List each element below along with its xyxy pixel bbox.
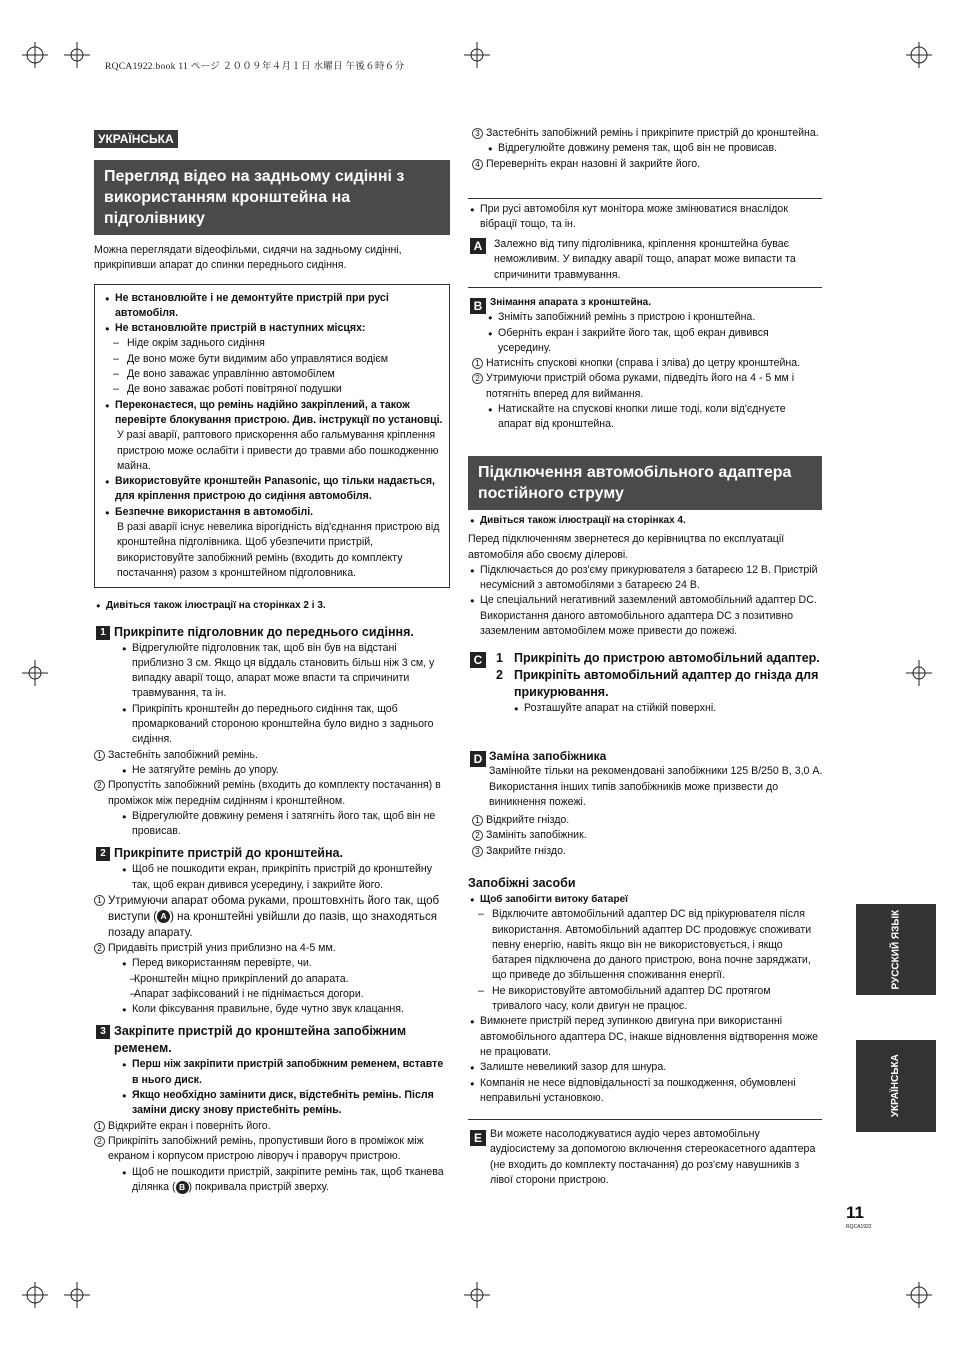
numbered-item: 3 Закрийте гніздо.: [472, 844, 822, 859]
bullet-text: ● Вимкнете пристрій перед зупинкою двигуна при використанні автомобільного адаптера DC, інакше відновлення відтворення може не працювати.: [468, 1014, 822, 1060]
bullet-text: ● Щоб запобігти витоку батареї: [468, 892, 822, 907]
registration-mark-icon: [464, 1282, 490, 1308]
bullet-text: ● Натискайте на спускові кнопки лише тоді, коли від'єднуєте апарат від кронштейна.: [486, 402, 822, 433]
numbered-item: 1 Відкрийте гніздо.: [472, 813, 822, 828]
intro-text: Можна переглядати відеофільми, сидячи на задньому сидінні, прикріпивши апарат до спинки переднього сидіння.: [94, 244, 402, 272]
label-c: C: [470, 652, 486, 668]
step-1-title: 1 Прикріпите підголовник до переднього сидіння.: [94, 624, 450, 641]
numbered-item: 1 Відкрийте екран і поверніть його.: [94, 1119, 450, 1134]
section-title: Перегляд відео на задньому сидінні з використанням кронштейна на підголівнику: [94, 160, 450, 235]
see-also: ● Дивіться також ілюстрації на сторінках 2 і 3.: [94, 598, 450, 613]
warning-box: [94, 284, 450, 589]
bullet-text: ● Оберніть екран і закрийте його так, щоб екран дивився усередину.: [486, 326, 822, 357]
bullet-text: ● Перш ніж закріпити пристрій запобіжним ременем, вставте в нього диск.: [120, 1057, 450, 1088]
warning-item: ● Використовуйте кронштейн Panasonic, що тільки надається, для кріплення пристрою до сидіння автомобіля.: [103, 474, 443, 505]
note-a-text: Залежно від типу підголівника, кріплення кронштейна буває неможливим. У випадку аварії тощо, апарат може випасти та спричинити травмування.: [494, 238, 796, 281]
step-number: 2: [96, 847, 110, 861]
bullet-text: ● Відрегулюйте довжину ременя і затягніть його так, щоб він не провисав.: [120, 809, 450, 840]
c-step-1: 1 Прикріпіть до пристрою автомобільний адаптер.: [496, 651, 820, 665]
label-b: B: [470, 298, 486, 314]
numbered-item: 3 Застебніть запобіжний ремінь і прикріпите пристрій до кронштейна.: [472, 126, 822, 141]
bullet-text: ● Це спеціальний негативний заземлений автомобільний адаптер DC. Використання даного автомобільного адаптера DC з позитивно заземленим автомобілем може привести до пожежі.: [468, 593, 822, 639]
bullet-text: ● Компанія не несе відповідальності за пошкодження, обумовлені неправильні установкою.: [468, 1076, 822, 1107]
warning-item: ● Не встановлюйте і не демонтуйте пристрій при русі автомобіля.: [103, 291, 443, 322]
divider: [468, 1119, 822, 1120]
bullet-text: ● Коли фіксування правильне, буде чутно звук клацання.: [120, 1002, 450, 1017]
dash-text: – Не використовуйте автомобільний адаптер DC протягом тривалого часу, коли двигун не працює.: [468, 984, 822, 1015]
registration-mark-icon: [22, 660, 48, 686]
print-header: RQCA1922.book 11 ページ ２００９年４月１日 水曜日 午後６時６分: [105, 62, 405, 72]
callout-b-icon: B: [176, 1181, 189, 1194]
registration-mark-icon: [64, 42, 90, 68]
bullet-text: ● Перед використанням перевірте, чи.: [120, 956, 450, 971]
bullet-text: ● Розташуйте апарат на стійкій поверхні.: [512, 701, 824, 716]
warning-subitem: – Де воно може бути видимим або управлятися водієм: [103, 352, 443, 367]
registration-mark-icon: [906, 1282, 932, 1308]
warning-subitem: – Де воно заважає управлінню автомобілем: [103, 367, 443, 382]
model-code: RQCA1922: [846, 1224, 872, 1230]
numbered-item: 2 Прикріпіть запобіжний ремінь, пропустивши його в проміжок між екраном і корпусом пристрою ліворуч і праворуч пристрою.: [94, 1134, 450, 1165]
c-step-2: 2 Прикріпіть автомобільний адаптер до гнізда для прикурювання.: [496, 668, 819, 699]
bullet-text: ● Підключається до роз'єму прикурювателя з батареєю 12 В. Пристрій несумісний з автомобілями з батареєю 24 В.: [468, 563, 822, 594]
step-3-title: 3 Закріпите пристрій до кронштейна запобіжним ременем.: [94, 1023, 450, 1057]
numbered-item: 1 Натисніть спускові кнопки (справа і зліва) до цетру кронштейна.: [472, 356, 822, 371]
bullet-text: ● Зніміть запобіжний ремінь з пристрою і кронштейна.: [486, 310, 822, 325]
label-d: D: [470, 751, 486, 767]
registration-mark-icon: [906, 42, 932, 68]
section-b-title: Знімання апарата з кронштейна.: [490, 297, 652, 308]
section-b: [472, 295, 822, 433]
dash-text: – Відключите автомобільний адаптер DC від прікурювателя після використання. Автомобільний адаптер DC продовжує споживати певну енергію, навіть якщо він не використовується, і якщо батарея підключена до даного пристрою, вона почне заряджати, що приведе до збільшення споживання енергії.: [468, 907, 822, 983]
section-d-title: Заміна запобіжника: [489, 749, 607, 763]
warning-item: ● Безпечне використання в автомобілі.: [103, 505, 443, 520]
warning-text: У разі аварії, раптового прискорення або гальмування кріплення пристрою може ослабіти і привести до травми або пошкодженню майна.: [117, 429, 439, 472]
numbered-item: 4 Переверніть екран назовні й закрийте його.: [472, 157, 822, 172]
page-number: 11: [846, 1203, 864, 1222]
bullet-text: ● Відрегулюйте довжину ременя так, щоб він не провисав.: [486, 141, 822, 156]
numbered-item: 2 Утримуючи пристрій обома руками, підведіть його на 4 - 5 мм і потягніть вперед для виймання.: [472, 371, 822, 402]
safety-section: [468, 874, 822, 1106]
label-e: E: [470, 1130, 486, 1146]
divider: [468, 287, 822, 288]
numbered-item: 1 Застебніть запобіжний ремінь.: [94, 748, 450, 763]
registration-mark-icon: [464, 42, 490, 68]
divider: [468, 198, 822, 199]
numbered-item: 2 Пропустіть запобіжний ремінь (входить до комплекту постачання) в проміжок між переднім сидінням і кронштейном.: [94, 778, 450, 809]
right-column: [472, 126, 822, 172]
warning-item: ● Переконаєтеся, що ремінь надійно закріплений, а також перевірте блокування пристрою. Див. інструкції по установці.: [103, 398, 443, 429]
numbered-item: 2 Замініть запобіжник.: [472, 828, 822, 843]
bullet-text: ● Не затягуйте ремінь до упору.: [120, 763, 450, 778]
bullet-text: ● Щоб не пошкодити екран, прикріпіть пристрій до кронштейну так, щоб екран дивився усередину, і закрийте його.: [120, 862, 450, 893]
section-title-2: Підключення автомобільного адаптера постійного струму: [468, 456, 822, 510]
step-2-title: 2 Прикріпите пристрій до кронштейна.: [94, 845, 450, 862]
bullet-text: ● Щоб не пошкодити пристрій, закріпите ремінь так, щоб тканева ділянка ( B ) покривала пристрій зверху.: [120, 1165, 450, 1196]
section-c: [494, 650, 824, 716]
adapter-section: [468, 513, 822, 639]
body-text: Замінюйте тільки на рекомендовані запобіжники 125 В/250 В, 3,0 А. Використання інших типів запобіжників може призвести до виникнення пожежі.: [489, 765, 823, 808]
numbered-item: 2 Придавіть пристрій униз приблизно на 4-5 мм.: [94, 941, 450, 956]
registration-mark-icon: [22, 42, 48, 68]
warning-text: В разі аварії існує невелика вірогідність від'єднання пристрою від кронштейна підголівника. Щоб убезпечити пристрій, використовуйте запобіжний ремінь (входить до комплекту постачання) разом з кронштейном підголовника.: [117, 521, 440, 579]
registration-mark-icon: [64, 1282, 90, 1308]
dash-text: – Апарат зафіксований і не піднімається догори.: [120, 987, 450, 1002]
safety-title: Запобіжні засоби: [468, 876, 576, 890]
right-note: [468, 202, 822, 233]
step-number: 3: [96, 1025, 110, 1039]
numbered-item: 1 Утримуючи апарат обома руками, проштовхніть його так, щоб виступи ( A ) на кронштейні увійшли до пазів, що знаходяться позаду апарату.: [94, 893, 450, 941]
warning-subitem: – Ніде окрім заднього сидіння: [103, 336, 443, 351]
callout-a-icon: A: [157, 910, 170, 923]
label-a: A: [470, 238, 486, 254]
side-tab-ukrainian: УКРАЇНСЬКА: [856, 1040, 936, 1132]
step-number: 1: [96, 626, 110, 640]
side-tab-russian: РУССКИЙ ЯЗЫК: [856, 904, 936, 995]
warning-item: ● Не встановлюйте пристрій в наступних місцях:: [103, 321, 443, 336]
left-column: [94, 160, 450, 1195]
dash-text: – Кронштейн міцно прикріплений до апарата.: [120, 972, 450, 987]
body-text: Перед підключенням звернетеся до керівництва по експлуатації автомобіля або своєму ділерові.: [468, 533, 785, 561]
see-also: ● Дивіться також ілюстрації на сторінках 4.: [468, 513, 822, 528]
registration-mark-icon: [906, 660, 932, 686]
bullet-text: ● Відрегулюйте підголовник так, щоб він був на відстані приблизно 3 см. Якщо ця віддаль становить більш ніж 3 см, у випадку аварії тощо, апарат може впасти та спричинити травмування, та ін.: [120, 641, 450, 702]
language-tag: УКРАЇНСЬКА: [94, 130, 178, 148]
d-steps: [472, 813, 822, 859]
registration-mark-icon: [22, 1282, 48, 1308]
bullet-text: ● Прикріпіть кронштейн до переднього сидіння так, щоб промаркований стороною кронштейна було видно з заднього сидіння.: [120, 702, 450, 748]
warning-subitem: – Де воно заважає роботі повітряної подушки: [103, 382, 443, 397]
note-e-text: Ви можете насолоджуватися аудіо через автомобільну аудіосистему за допомогою включення стереокасетного адаптера (не входить до комплекту постачання) до роз'єму навушників з лівої сторони пристрою.: [490, 1128, 816, 1186]
section-d: [489, 749, 824, 810]
bullet-text: ● Залиште невеликий зазор для шнура.: [468, 1060, 822, 1075]
bullet-text: ● Якщо необхідно замінити диск, відстебніть ремінь. Після заміни диску знову пристебніть ремінь.: [120, 1088, 450, 1119]
note-text: ● При русі автомобіля кут монітора може змінюватися внаслідок вібрації тощо, та ін.: [468, 202, 822, 233]
